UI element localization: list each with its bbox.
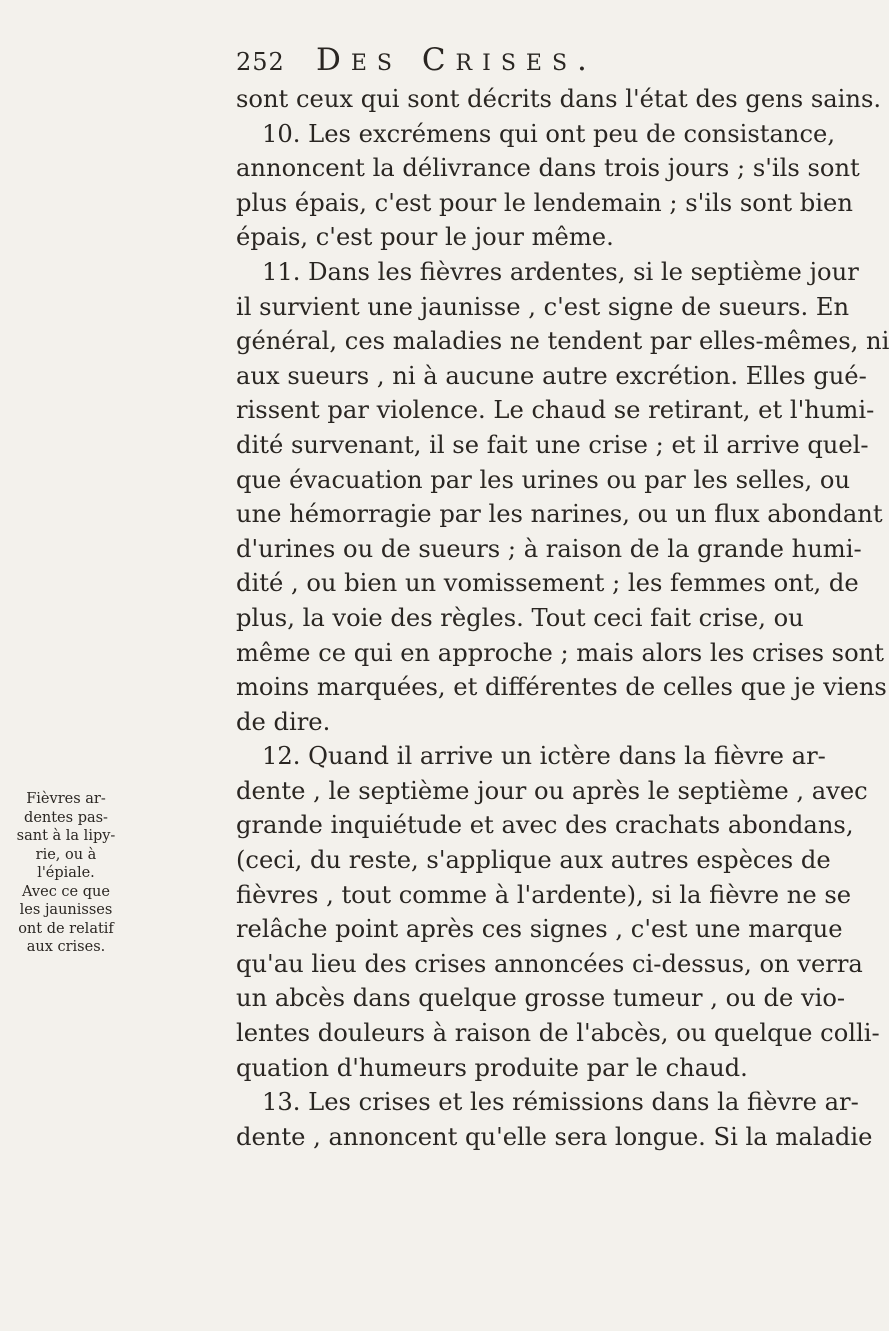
margin-note xyxy=(6,790,126,957)
text-line: dité survenant, il se fait une crise ; et il arrive quel- xyxy=(236,430,869,459)
margin-note-line: les jaunisses xyxy=(19,902,113,918)
text-line: grande inquiétude et avec des crachats abondans, xyxy=(236,811,854,840)
text-line: quation d'humeurs produite par le chaud. xyxy=(236,1053,748,1082)
text-line: 10. Les excrémens qui ont peu de consistance, xyxy=(262,119,836,148)
page-header xyxy=(236,42,756,82)
text-line: plus épais, c'est pour le lendemain ; s'ils sont bien xyxy=(236,188,853,217)
text-line: (ceci, du reste, s'applique aux autres espèces de xyxy=(236,846,831,875)
text-line: général, ces maladies ne tendent par elles-mêmes, ni xyxy=(236,327,889,356)
margin-note-line: ont de relatif xyxy=(18,920,114,937)
running-title: Des Crises. xyxy=(316,42,597,78)
margin-note-line: aux crises. xyxy=(26,939,106,955)
text-line: 13. Les crises et les rémissions dans la fièvre ar- xyxy=(262,1088,859,1117)
text-line: 11. Dans les fièvres ardentes, si le septième jour xyxy=(262,257,859,286)
text-line: qu'au lieu des crises annoncées ci-dessus, on verra xyxy=(236,949,863,978)
text-line: dité , ou bien un vomissement ; les femmes ont, de xyxy=(236,569,859,598)
text-line: moins marquées, et différentes de celles que je viens xyxy=(236,673,887,702)
text-line: annoncent la délivrance dans trois jours ; s'ils sont xyxy=(236,154,860,183)
text-line: que évacuation par les urines ou par les selles, ou xyxy=(236,465,851,494)
text-line: lentes douleurs à raison de l'abcès, ou quelque colli- xyxy=(236,1019,880,1048)
margin-note-line: Avec ce que xyxy=(22,883,110,900)
text-line: une hémorragie par les narines, ou un flux abondant xyxy=(236,500,883,529)
text-line: aux sueurs , ni à aucune autre excrétion. Elles gué- xyxy=(236,361,867,390)
text-line: relâche point après ces signes , c'est une marque xyxy=(236,915,843,944)
text-line: même ce qui en approche ; mais alors les crises sont xyxy=(236,638,884,667)
page-number: 252 xyxy=(236,48,285,76)
text-line: épais, c'est pour le jour même. xyxy=(236,223,614,252)
text-line: d'urines ou de sueurs ; à raison de la grande humi- xyxy=(236,534,862,563)
margin-note-line: dentes pas- xyxy=(24,809,108,826)
text-line: plus, la voie des règles. Tout ceci fait crise, ou xyxy=(236,603,804,632)
text-line: sont ceux qui sont décrits dans l'état des gens sains. xyxy=(236,85,882,113)
text-line: 12. Quand il arrive un ictère dans la fièvre ar- xyxy=(262,742,826,771)
text-line: dente , annoncent qu'elle sera longue. Si la maladie xyxy=(236,1122,873,1151)
body-text xyxy=(236,82,889,1154)
text-line: un abcès dans quelque grosse tumeur , ou de vio- xyxy=(236,984,846,1013)
margin-note-line: sant à la lipy- xyxy=(16,828,116,844)
text-line: rissent par violence. Le chaud se retirant, et l'humi- xyxy=(236,396,875,425)
text-line: il survient une jaunisse , c'est signe de sueurs. En xyxy=(236,292,850,321)
text-line: dente , le septième jour ou après le septième , avec xyxy=(236,776,868,805)
margin-note-line: l'épiale. xyxy=(37,865,95,881)
margin-note-line: rie, ou à xyxy=(35,846,97,863)
text-line: de dire. xyxy=(236,707,331,736)
text-line: fièvres , tout comme à l'ardente), si la fièvre ne se xyxy=(236,880,852,909)
margin-note-line: Fièvres ar- xyxy=(26,791,106,807)
